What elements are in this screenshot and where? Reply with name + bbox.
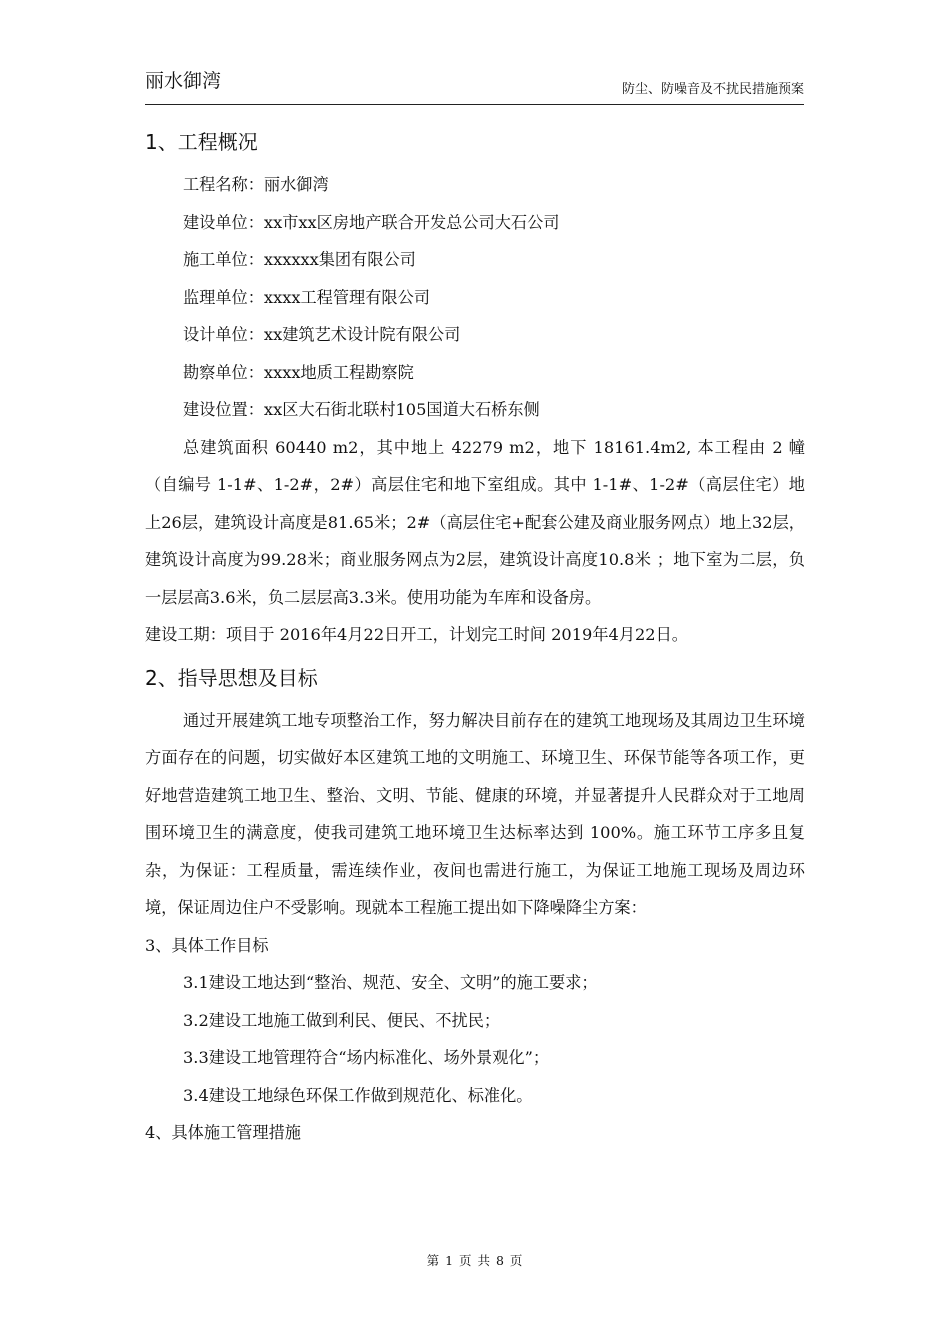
field-project-name: 工程名称：丽水御湾 (183, 175, 329, 194)
field-location: 建设位置：xx区大石街北联村105国道大石桥东侧 (183, 400, 540, 419)
goal-item: 3.4建设工地绿色环保工作做到规范化、标准化。 (183, 1085, 533, 1105)
page-number: 第 1 页 共 8 页 (426, 1253, 524, 1268)
header-document-title: 防尘、防噪音及不扰民措施预案 (621, 82, 804, 97)
section-2-heading: 2、指导思想及目标 (145, 665, 318, 690)
goal-item: 3.3建设工地管理符合“场内标准化、场外景观化”； (183, 1048, 550, 1067)
header-project-name: 丽水御湾 (145, 70, 222, 92)
section-1-paragraph: 总建筑面积 60440 m2，其中地上 42279 m2，地下 18161.4m2, 本工程由 2 幢（自编号 1-1#、1-2#，2#）高层住宅和地下室组成。其中 1-1#、1-2#（高层住宅）地上26层，建筑设计高度是81.65米；2#（高层住宅+配套公建及商业服务网点）地上32层，建筑设计高度为99.28米；商业服务网点为2层，建筑设计高度10.8米 ；地下室为二层，负一层层高3.6米，负二层层高3.3米。使用功能为车库和设备房。 (145, 437, 805, 607)
field-supervisor: 监理单位：xxxx工程管理有限公司 (183, 287, 430, 307)
construction-period: 建设工期：项目于 2016年4月22日开工，计划完工时间 2019年4月22日。 (145, 625, 688, 644)
section-4-heading: 4、具体施工管理措施 (145, 1123, 301, 1142)
section-1-heading: 1、工程概况 (145, 130, 258, 154)
goal-item: 3.2建设工地施工做到利民、便民、不扰民； (183, 1010, 501, 1030)
document-body (145, 118, 805, 1152)
field-builder: 建设单位：xx市xx区房地产联合开发总公司大石公司 (183, 212, 560, 232)
field-surveyor: 勘察单位：xxxx地质工程勘察院 (183, 362, 414, 382)
field-designer: 设计单位：xx建筑艺术设计院有限公司 (183, 325, 461, 344)
field-contractor: 施工单位：xxxxxx集团有限公司 (183, 250, 416, 269)
section-2-paragraph: 通过开展建筑工地专项整治工作，努力解决目前存在的建筑工地现场及其周边卫生环境方面存在的问题，切实做好本区建筑工地的文明施工、环境卫生、环保节能等各项工作，更好地营造建筑工地卫生、整治、文明、节能、健康的环境，并显著提升人民群众对于工地周围环境卫生的满意度，使我司建筑工地环境卫生达标率达到 100%。施工环节工序多且复杂，为保证：工程质量，需连续作业，夜间也需进行施工，为保证工地施工现场及周边环境，保证周边住户不受影响。现就本工程施工提出如下降噪降尘方案： (145, 710, 805, 917)
header-divider (145, 104, 804, 105)
section-3-heading: 3、具体工作目标 (145, 935, 269, 955)
goal-item: 3.1建设工地达到“整治、规范、安全、文明”的施工要求； (183, 973, 598, 992)
